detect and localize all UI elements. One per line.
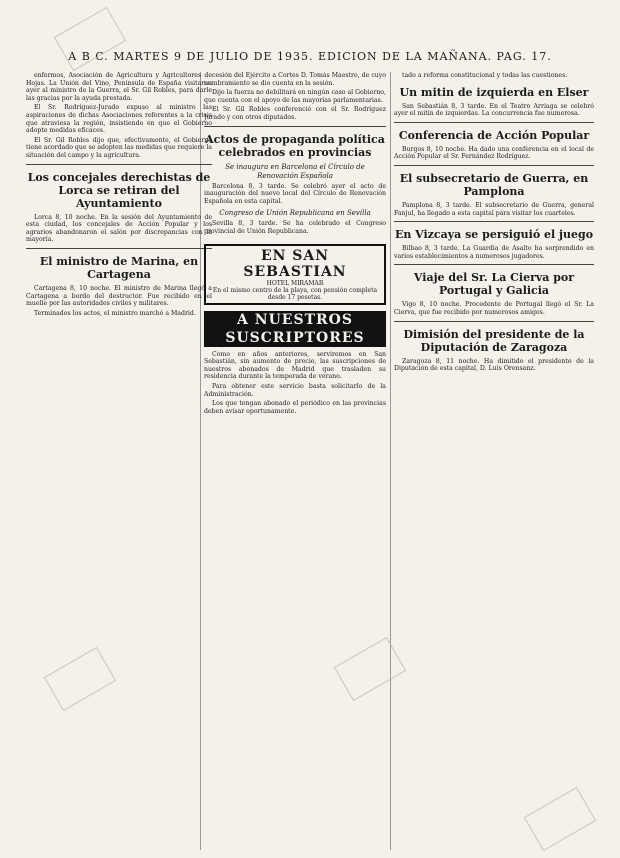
paragraph: El Sr. Rodríguez-Jurado expuso al ministro las aspiraciones de dichas Asociaciones referentes a la crisis que atraviesa la región, insistiendo en que el Gobierno adopte medidas eficaces.	[26, 104, 212, 135]
article-headline: El ministro de Marina, en Cartagena	[39, 254, 199, 281]
article-headline: En Vizcaya se persiguió el juego	[394, 228, 594, 242]
stamp-shape	[525, 788, 596, 851]
paragraph: enfermos, Asociación de Agricultura y Agricultores de Hojas. La Unión del Vino, Peninsula de España visitaron ayer al ministro de la Guerra, el Sr. Gil Robles, para darle las gracias por la ayuda prestada.	[26, 72, 212, 102]
paragraph: Zaragoza 8, 11 noche. Ha dimitido el presidente de la Diputación de esta capital, D. Luis Orensanz.	[394, 357, 594, 373]
paragraph: Cartagena 8, 10 noche. El ministro de Marina llegó a Cartagena a bordo del destructor. Fue recibido en el muelle por las autoridades civiles y militares.	[26, 284, 212, 308]
paragraph: El Sr. Gil Robles conferenció con el Sr. Rodríguez Jurado y con otros diputados.	[204, 106, 386, 121]
paragraph: cesión del Ejército a Cortes D. Tomás Maestre, de cuyo nombramiento se dio cuenta en la sesión.	[204, 72, 386, 87]
stamp-shape	[55, 8, 126, 71]
paragraph: Terminados los actos, el ministro marchó a Madrid.	[34, 309, 196, 317]
paragraph: Lorca 8, 10 noche. En la sesión del Ayuntamiento de esta ciudad, los concejales de Acción Popular y los agrarios abandonaron el salón por discrepancias con la mayoría.	[26, 213, 212, 244]
article-headline: Actos de propaganda política celebrados en provincias	[205, 132, 385, 159]
paragraph: Barcelona 8, 3 tarde. Se celebró ayer el acto de inauguración del nuevo local del Círculo de Renovación Española en esta capital.	[204, 182, 386, 205]
article-subheadline: Congreso de Unión Republicana en Sevilla	[219, 209, 371, 218]
paragraph: Vigo 8, 10 noche. Procedente de Portugal llegó el Sr. La Cierva, que fue recibido por numerosos amigos.	[394, 301, 594, 316]
article-headline: Viaje del Sr. La Cierva por Portugal y Galicia	[413, 271, 575, 298]
paragraph: San Sebastián 8, 3 tarde. En el Teatro Arriaga se celebró ayer el mitin de izquierdas. La concurrencia fue numerosa.	[394, 102, 594, 118]
article-headline: Los concejales derechistas de Lorca se retiran del Ayuntamiento	[27, 170, 211, 210]
ad-subtitle: HOTEL MIRAMAR	[266, 279, 324, 287]
stamp-shape	[45, 648, 116, 711]
article-headline: Dimisión del presidente de la Diputación de Zaragoza	[403, 327, 585, 354]
paragraph: tado a reforma constitucional y todas las cuestiones.	[402, 72, 568, 79]
paragraph: Como en años anteriores, serviremos en San Sebastián, sin aumento de precio, las suscripciones de nuestros abonados de Madrid que trasladen su residencia durante la temporada de verano.	[204, 350, 386, 381]
paragraph: Para obtener este servicio basta solicitarlo de la Administración.	[204, 382, 386, 398]
paragraph: Bilbao 8, 3 tarde. La Guardia de Asalto ha sorprendido en varios establecimientos a numerosos jugadores.	[394, 245, 594, 260]
article-headline: Conferencia de Acción Popular	[398, 128, 590, 142]
ad-title: EN SAN SEBASTIAN	[243, 247, 347, 280]
paragraph: El Sr. Gil Robles dijo que, efectivamente, el Gobierno tiene acordado que se adopten las medidas que requiere la situación del campo y la agricultura.	[26, 136, 212, 159]
article-subheadline: Se inaugura en Barcelona el Círculo de Renovación Española	[225, 162, 365, 180]
paragraph: Burgos 8, 10 noche. Ha dado una conferencia en el local de Acción Popular el Sr. Fernández Rodríguez.	[394, 145, 594, 161]
paragraph: Dijo la fuerza no debilitará en ningún caso al Gobierno, que cuenta con el apoyo de las mayorías parlamentarias.	[204, 89, 386, 104]
page-header: A B C. MARTES 9 DE JULIO DE 1935. EDICION DE LA MAÑANA. PAG. 17.	[68, 50, 552, 63]
paragraph: Sevilla 8, 3 tarde. Se ha celebrado el Congreso provincial de Unión Republicana.	[204, 220, 386, 235]
paragraph: Pamplona 8, 3 tarde. El subsecretario de Guerra, general Fanjul, ha llegado a esta capital para visitar los cuarteles.	[394, 201, 594, 217]
stamp-shape	[335, 638, 406, 701]
subscribers-banner: A NUESTROS SUSCRIPTORES	[204, 311, 386, 347]
paragraph: Los que tengan abonado el periódico en las provincias deben avisar oportunamente.	[204, 400, 386, 415]
article-headline: Un mitin de izquierda en Elser	[399, 85, 589, 99]
ad-text: En el mismo centro de la playa, con pensión completa desde 17 pesetas.	[212, 286, 378, 301]
article-headline: El subsecretario de Guerra, en Pamplona	[399, 171, 589, 198]
